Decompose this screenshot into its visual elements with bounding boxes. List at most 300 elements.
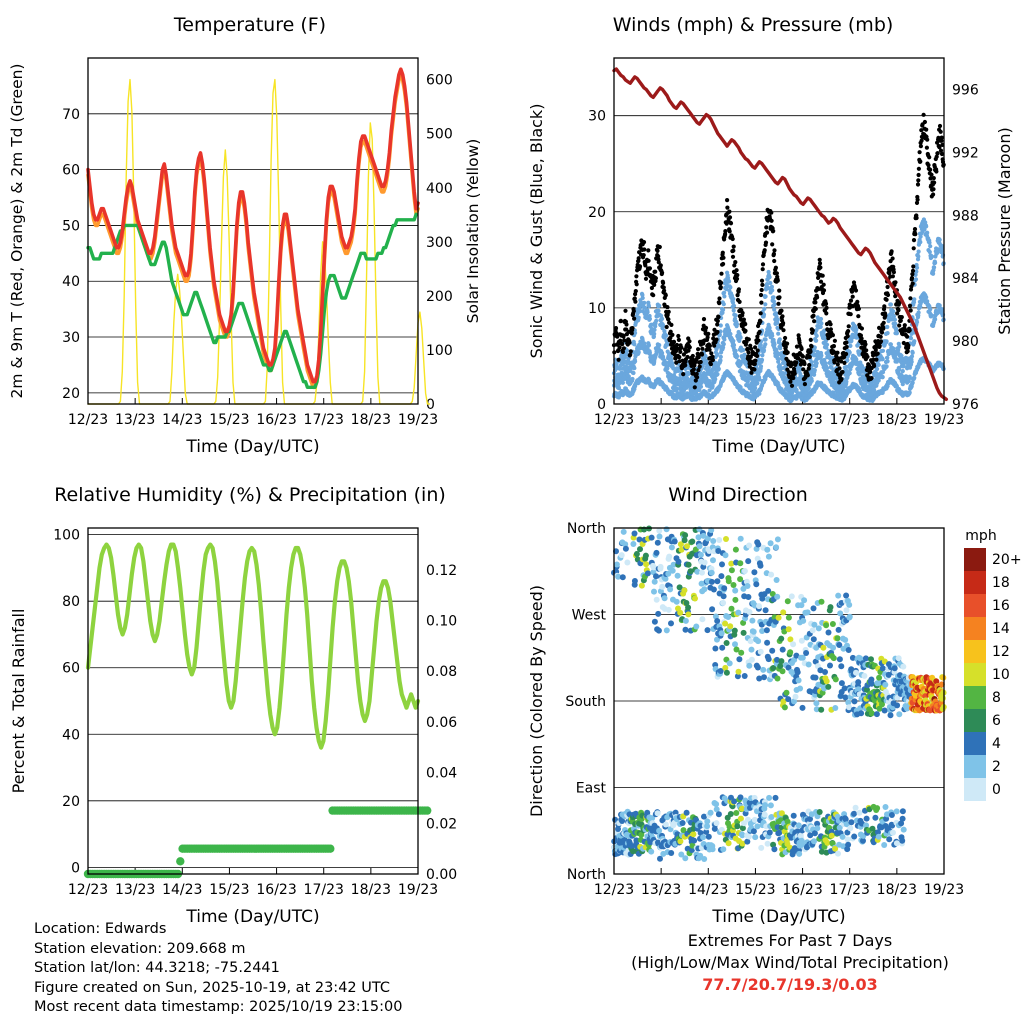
x-tick-label: 16/23 bbox=[256, 412, 297, 428]
x-tick-label: 14/23 bbox=[162, 412, 203, 428]
data-point bbox=[913, 232, 917, 236]
data-point bbox=[745, 558, 751, 564]
data-point bbox=[709, 351, 713, 355]
data-point bbox=[715, 330, 719, 334]
data-point bbox=[891, 274, 895, 278]
data-point bbox=[815, 334, 819, 338]
data-point bbox=[915, 216, 919, 220]
data-point bbox=[720, 846, 726, 852]
data-point bbox=[772, 303, 776, 307]
data-point bbox=[725, 206, 729, 210]
data-point bbox=[669, 323, 673, 327]
wind-direction-title: Wind Direction bbox=[668, 484, 808, 506]
data-point bbox=[621, 381, 625, 385]
data-point bbox=[705, 627, 711, 633]
data-point bbox=[749, 647, 755, 653]
data-point bbox=[735, 354, 739, 358]
data-point bbox=[633, 300, 637, 304]
y-tick-label: 40 bbox=[62, 727, 80, 744]
data-point bbox=[715, 322, 719, 326]
data-point bbox=[822, 288, 826, 292]
y2-tick-label: 0 bbox=[426, 397, 435, 413]
data-point bbox=[846, 334, 850, 338]
data-point bbox=[738, 300, 742, 304]
data-point bbox=[699, 360, 703, 364]
data-point bbox=[624, 322, 628, 326]
data-point bbox=[807, 363, 811, 367]
y-axis-label: 2m & 9m T (Red, Orange) & 2m Td (Green) bbox=[8, 63, 26, 399]
data-point bbox=[885, 364, 889, 368]
y-tick-label: North bbox=[566, 521, 606, 537]
data-point bbox=[917, 250, 921, 254]
data-point bbox=[620, 574, 626, 580]
data-point bbox=[721, 262, 725, 266]
data-point bbox=[642, 247, 646, 251]
data-point bbox=[741, 311, 745, 315]
data-point bbox=[918, 240, 922, 244]
y2-tick-label: 100 bbox=[426, 342, 453, 359]
y-tick-label: 50 bbox=[62, 218, 80, 235]
data-point bbox=[764, 225, 768, 229]
x-tick-label: 17/23 bbox=[303, 882, 344, 898]
data-point bbox=[771, 229, 775, 233]
data-point bbox=[651, 293, 655, 297]
y2-tick-label: 0.02 bbox=[426, 816, 458, 833]
data-point bbox=[620, 342, 624, 346]
data-point bbox=[776, 332, 780, 336]
data-point bbox=[813, 300, 817, 304]
data-point bbox=[696, 347, 700, 351]
data-point bbox=[717, 301, 721, 305]
data-point bbox=[760, 279, 764, 283]
data-point bbox=[825, 366, 829, 370]
data-point bbox=[717, 296, 721, 300]
y-tick-label: 10 bbox=[588, 300, 606, 317]
data-point bbox=[925, 231, 929, 235]
data-point bbox=[690, 831, 696, 837]
y-axis-label: Percent & Total Rainfall bbox=[9, 608, 28, 794]
data-point bbox=[646, 248, 650, 252]
data-point bbox=[632, 309, 636, 313]
data-point bbox=[893, 280, 897, 284]
data-point bbox=[637, 350, 641, 354]
data-point bbox=[702, 560, 708, 566]
data-point bbox=[721, 251, 725, 255]
data-point bbox=[745, 594, 751, 600]
data-point bbox=[680, 820, 686, 826]
data-point bbox=[681, 587, 687, 593]
data-point bbox=[764, 241, 768, 245]
data-point bbox=[653, 270, 657, 274]
data-point bbox=[656, 528, 662, 534]
data-point bbox=[808, 355, 812, 359]
data-point bbox=[932, 176, 936, 180]
data-point bbox=[706, 335, 710, 339]
data-point bbox=[630, 541, 636, 547]
data-point bbox=[752, 817, 758, 823]
y-tick-label: 20 bbox=[588, 204, 606, 221]
data-point bbox=[682, 537, 688, 543]
data-point bbox=[714, 578, 720, 584]
data-point bbox=[912, 339, 916, 343]
data-point bbox=[652, 328, 656, 332]
x-tick-label: 18/23 bbox=[350, 412, 392, 428]
y-tick-label: South bbox=[565, 694, 606, 710]
data-point bbox=[869, 376, 873, 380]
data-point bbox=[729, 567, 735, 573]
data-point bbox=[778, 337, 782, 341]
data-point bbox=[695, 375, 699, 379]
data-point bbox=[713, 801, 719, 807]
data-point bbox=[930, 313, 934, 317]
data-point bbox=[759, 364, 763, 368]
data-point bbox=[747, 609, 753, 615]
data-point bbox=[772, 308, 776, 312]
data-point bbox=[724, 640, 730, 646]
data-point bbox=[882, 321, 886, 325]
data-point bbox=[934, 169, 938, 173]
data-point bbox=[814, 307, 818, 311]
data-point bbox=[893, 322, 897, 326]
data-point bbox=[704, 326, 708, 330]
data-point bbox=[731, 798, 737, 804]
data-point bbox=[760, 283, 764, 287]
data-point bbox=[722, 291, 726, 295]
data-point bbox=[719, 285, 723, 289]
data-point bbox=[723, 536, 729, 542]
data-point bbox=[737, 560, 743, 566]
data-point bbox=[810, 379, 814, 383]
data-point bbox=[679, 346, 683, 350]
data-point bbox=[667, 586, 673, 592]
data-point bbox=[696, 534, 702, 540]
data-point bbox=[776, 357, 780, 361]
data-point bbox=[892, 270, 896, 274]
data-point bbox=[759, 301, 763, 305]
data-point bbox=[688, 345, 692, 349]
data-point bbox=[685, 355, 689, 359]
data-point bbox=[731, 339, 735, 343]
data-point bbox=[883, 314, 887, 318]
data-point bbox=[651, 589, 657, 595]
data-point bbox=[658, 245, 662, 249]
x-tick-label: 17/23 bbox=[829, 412, 870, 428]
data-point bbox=[742, 673, 748, 679]
data-point bbox=[744, 839, 750, 845]
data-point bbox=[716, 315, 720, 319]
data-point bbox=[863, 342, 867, 346]
data-point bbox=[692, 596, 698, 602]
data-point bbox=[721, 308, 725, 312]
data-point bbox=[677, 338, 681, 342]
data-point bbox=[931, 272, 935, 276]
data-point bbox=[769, 211, 773, 215]
data-point bbox=[842, 361, 846, 365]
data-point bbox=[664, 526, 670, 532]
data-point bbox=[912, 376, 916, 380]
data-point bbox=[916, 254, 920, 258]
data-point bbox=[728, 229, 732, 233]
data-point bbox=[652, 619, 658, 625]
data-point bbox=[720, 600, 726, 606]
data-point bbox=[727, 210, 731, 214]
data-point bbox=[709, 606, 715, 612]
data-point bbox=[849, 312, 853, 316]
x-tick-label: 18/23 bbox=[876, 412, 918, 428]
data-point bbox=[911, 351, 915, 355]
data-point bbox=[931, 187, 935, 191]
x-tick-label: 18/23 bbox=[350, 882, 392, 898]
data-point bbox=[886, 293, 890, 297]
data-point bbox=[818, 261, 822, 265]
y2-tick-label: 0.10 bbox=[426, 613, 458, 630]
data-point bbox=[736, 656, 742, 662]
y-tick-label: 40 bbox=[62, 274, 80, 291]
data-point bbox=[822, 283, 826, 287]
data-point bbox=[645, 570, 651, 576]
data-point bbox=[758, 845, 764, 851]
data-point bbox=[654, 597, 660, 603]
x-tick-label: 17/23 bbox=[829, 882, 870, 898]
data-point bbox=[909, 336, 913, 340]
data-point bbox=[732, 304, 736, 308]
data-point bbox=[770, 285, 774, 289]
data-point bbox=[908, 328, 912, 332]
data-point bbox=[632, 531, 638, 537]
data-point bbox=[809, 338, 813, 342]
data-point bbox=[877, 363, 881, 367]
data-point bbox=[928, 307, 932, 311]
data-point bbox=[682, 855, 688, 861]
data-point bbox=[914, 277, 918, 281]
y2-tick-label: 500 bbox=[426, 126, 453, 143]
data-point bbox=[755, 638, 761, 644]
humidity-title: Relative Humidity (%) & Precipitation (in) bbox=[54, 484, 446, 506]
data-point bbox=[656, 309, 660, 313]
y-tick-label: 80 bbox=[62, 594, 80, 611]
y2-tick-label: 988 bbox=[952, 208, 979, 225]
data-point bbox=[878, 344, 882, 348]
y-tick-label: 60 bbox=[62, 162, 80, 179]
data-point bbox=[886, 331, 890, 335]
data-point bbox=[806, 373, 810, 377]
data-point bbox=[743, 322, 747, 326]
data-point bbox=[684, 810, 690, 816]
data-point bbox=[860, 326, 864, 330]
data-point bbox=[918, 150, 922, 154]
data-point bbox=[910, 360, 914, 364]
data-point bbox=[845, 345, 849, 349]
data-point bbox=[647, 304, 651, 308]
data-point bbox=[662, 595, 668, 601]
data-point bbox=[637, 546, 643, 552]
x-tick-label: 13/23 bbox=[114, 882, 156, 898]
data-point bbox=[748, 638, 754, 644]
panel-winds-pressure bbox=[518, 14, 1024, 457]
data-point bbox=[657, 304, 661, 308]
data-point bbox=[653, 573, 659, 579]
data-point bbox=[724, 670, 730, 676]
data-point bbox=[761, 267, 765, 271]
data-point bbox=[829, 322, 833, 326]
data-point bbox=[715, 372, 719, 376]
data-point bbox=[711, 587, 717, 593]
data-point bbox=[702, 317, 706, 321]
data-point bbox=[813, 368, 817, 372]
series-wind-direction bbox=[611, 526, 947, 863]
panel-humidity-precip bbox=[0, 484, 500, 927]
data-point bbox=[749, 371, 753, 375]
data-point bbox=[772, 342, 776, 346]
data-point bbox=[709, 362, 713, 366]
data-point bbox=[848, 371, 852, 375]
data-point bbox=[666, 317, 670, 321]
data-point bbox=[756, 338, 760, 342]
data-point bbox=[908, 296, 912, 300]
data-point bbox=[693, 624, 699, 630]
data-point bbox=[712, 344, 716, 348]
data-point bbox=[844, 340, 848, 344]
data-point bbox=[728, 332, 732, 336]
data-point bbox=[687, 339, 691, 343]
data-point bbox=[881, 349, 885, 353]
data-point bbox=[831, 333, 835, 337]
data-point bbox=[880, 330, 884, 334]
data-point bbox=[668, 850, 674, 856]
y-tick-label: 30 bbox=[588, 108, 606, 125]
data-point bbox=[623, 546, 629, 552]
data-point bbox=[824, 302, 828, 306]
data-point bbox=[885, 339, 889, 343]
data-point bbox=[783, 336, 787, 340]
y-tick-label: 0 bbox=[71, 860, 80, 877]
data-point bbox=[891, 256, 895, 260]
data-point bbox=[719, 630, 725, 636]
data-point bbox=[722, 302, 726, 306]
data-point bbox=[745, 583, 751, 589]
data-point bbox=[622, 346, 626, 350]
data-point bbox=[664, 334, 668, 338]
data-point bbox=[893, 318, 897, 322]
data-point bbox=[619, 319, 623, 323]
data-point bbox=[731, 255, 735, 259]
data-point bbox=[882, 304, 886, 308]
data-point bbox=[910, 276, 914, 280]
data-point bbox=[854, 288, 858, 292]
data-point bbox=[729, 606, 735, 612]
data-point bbox=[700, 352, 704, 356]
data-point bbox=[760, 358, 764, 362]
data-point bbox=[857, 307, 861, 311]
data-point bbox=[677, 838, 683, 844]
data-point bbox=[772, 295, 776, 299]
data-point bbox=[781, 321, 785, 325]
data-point bbox=[676, 334, 680, 338]
data-point bbox=[733, 260, 737, 264]
data-point bbox=[749, 657, 755, 663]
data-point bbox=[641, 296, 645, 300]
data-point bbox=[933, 317, 937, 321]
data-point bbox=[732, 588, 738, 594]
data-point bbox=[760, 288, 764, 292]
panel-temperature bbox=[0, 14, 500, 457]
data-point bbox=[752, 834, 758, 840]
data-point bbox=[624, 560, 630, 566]
x-tick-label: 16/23 bbox=[256, 882, 297, 898]
data-point bbox=[821, 274, 825, 278]
data-point bbox=[728, 285, 732, 289]
data-point bbox=[927, 241, 931, 245]
x-tick-label: 15/23 bbox=[735, 412, 776, 428]
data-point bbox=[751, 569, 757, 575]
data-point bbox=[772, 252, 776, 256]
data-point bbox=[731, 237, 735, 241]
data-point bbox=[664, 627, 670, 633]
y2-tick-label: 0.06 bbox=[426, 714, 458, 731]
x-tick-label: 19/23 bbox=[397, 412, 439, 428]
data-point bbox=[637, 256, 641, 260]
data-point bbox=[648, 266, 652, 270]
data-point bbox=[825, 343, 829, 347]
data-point bbox=[761, 262, 765, 266]
data-point bbox=[726, 578, 732, 584]
data-point bbox=[770, 288, 774, 292]
data-point bbox=[723, 229, 727, 233]
data-point bbox=[709, 570, 715, 576]
data-point bbox=[753, 359, 757, 363]
data-point bbox=[630, 326, 634, 330]
data-point bbox=[672, 539, 678, 545]
data-point bbox=[716, 811, 722, 817]
panel-wind-direction bbox=[518, 484, 1024, 927]
data-point bbox=[753, 581, 759, 587]
data-point bbox=[701, 586, 707, 592]
data-point bbox=[719, 355, 723, 359]
data-point bbox=[917, 167, 921, 171]
data-point bbox=[812, 319, 816, 323]
data-point bbox=[901, 369, 905, 373]
data-point bbox=[912, 246, 916, 250]
data-point bbox=[779, 309, 783, 313]
data-point bbox=[685, 605, 691, 611]
data-point bbox=[781, 328, 785, 332]
data-point bbox=[896, 308, 900, 312]
x-tick-label: 14/23 bbox=[688, 882, 729, 898]
x-tick-label: 14/23 bbox=[162, 882, 203, 898]
data-point bbox=[722, 337, 726, 341]
data-point bbox=[663, 822, 669, 828]
data-point bbox=[911, 269, 915, 273]
data-point bbox=[749, 618, 755, 624]
data-point bbox=[683, 627, 689, 633]
data-point bbox=[768, 275, 772, 279]
data-point bbox=[654, 319, 658, 323]
data-point bbox=[777, 289, 781, 293]
data-point bbox=[708, 344, 712, 348]
data-point bbox=[824, 311, 828, 315]
data-point bbox=[732, 597, 738, 603]
data-point bbox=[874, 358, 878, 362]
data-point bbox=[746, 663, 752, 669]
data-point bbox=[666, 607, 672, 613]
wind-direction-chart bbox=[518, 506, 1024, 927]
data-point bbox=[835, 351, 839, 355]
data-point bbox=[811, 314, 815, 318]
data-point bbox=[662, 289, 666, 293]
data-point bbox=[719, 645, 725, 651]
data-point bbox=[889, 302, 893, 306]
data-point bbox=[758, 563, 764, 569]
